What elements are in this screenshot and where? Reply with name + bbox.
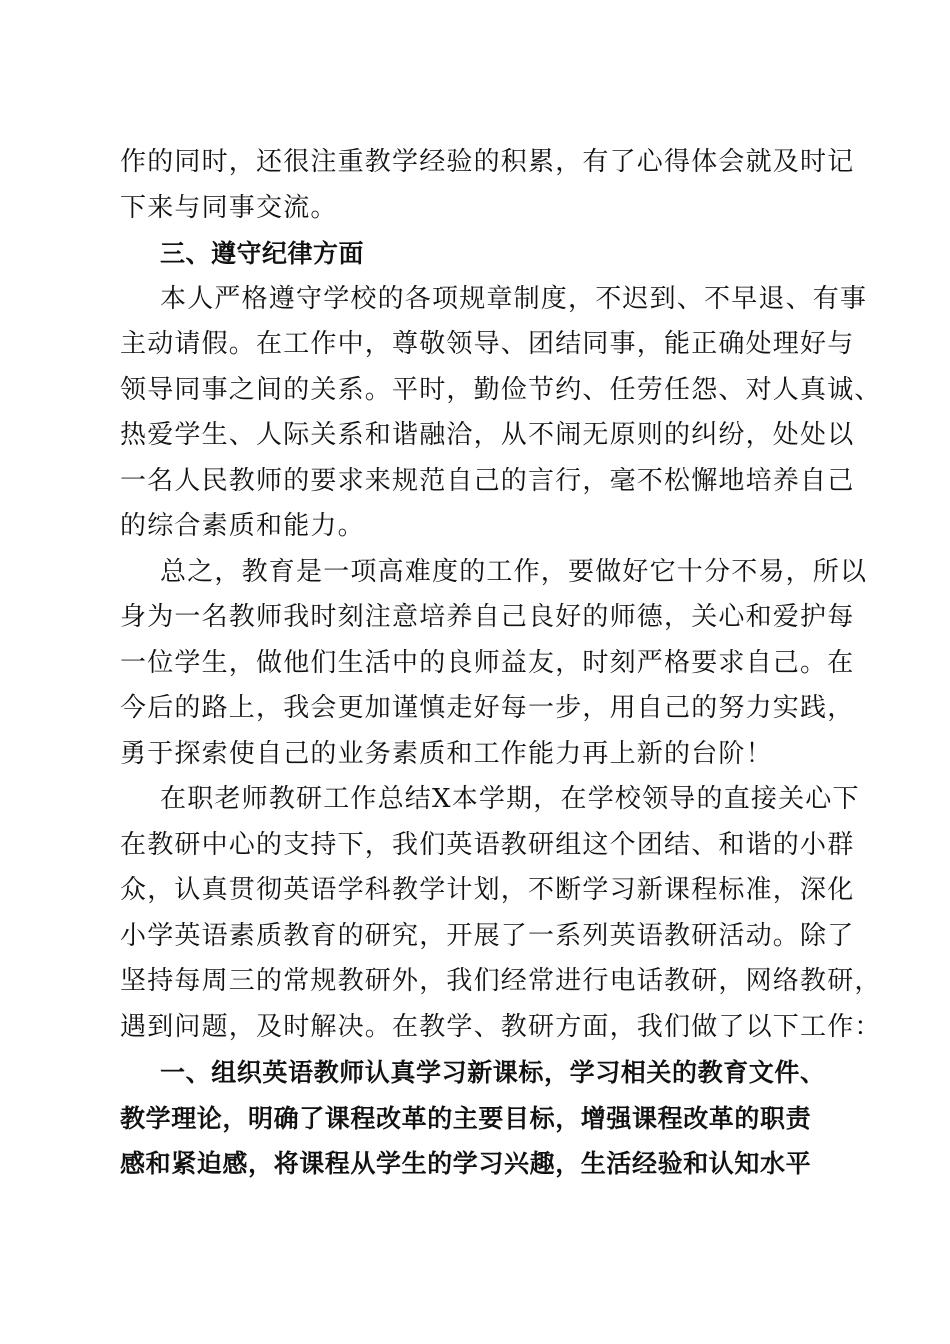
text-line: 身为一名教师我时刻注意培养自己良好的师德，关心和爱护每 (120, 602, 855, 632)
text-line: 总之，教育是一项高难度的工作，要做好它十分不易，所以 (160, 556, 868, 587)
text-line: 一位学生，做他们生活中的良师益友，时刻严格要求自己。在 (120, 647, 855, 678)
text-line: 小学英语素质教育的研究，开展了一系列英语教研活动。除了 (120, 920, 855, 951)
text-line: 领导同事之间的关系。平时，勤俭节约、任劳任怨、对人真诚、 (120, 374, 882, 405)
text-line: 热爱学生、人际关系和谐融洽，从不闹无原则的纠纷，处处以 (120, 420, 855, 450)
text-line: 坚持每周三的常规教研外，我们经常进行电话教研，网络教研， (120, 966, 882, 996)
text-line-bold: 感和紧迫感，将课程从学生的学习兴趣，生活经验和认知水平 (120, 1149, 812, 1178)
text-line: 的综合素质和能力。 (120, 511, 365, 541)
text-line: 勇于探索使自己的业务素质和工作能力再上新的台阶！ (120, 738, 773, 769)
text-line-bold: 一、组织英语教师认真学习新课标，学习相关的教育文件、 (160, 1058, 826, 1087)
text-line: 本人严格遵守学校的各项规章制度，不迟到、不早退、有事 (160, 283, 868, 314)
document-page (120, 140, 882, 1187)
text-line: 今后的路上，我会更加谨慎走好每一步，用自己的努力实践， (120, 693, 855, 723)
text-line: 遇到问题，及时解决。在教学、教研方面，我们做了以下工作： (120, 1011, 882, 1042)
text-line: 在教研中心的支持下，我们英语教研组这个团结、和谐的小群 (120, 829, 855, 860)
section-heading-discipline: 三、遵守纪律方面 (160, 239, 365, 268)
text-line-bold: 教学理论，明确了课程改革的主要目标，增强课程改革的职责 (120, 1103, 812, 1133)
text-line: 在职老师教研工作总结X本学期，在学校领导的直接关心下 (160, 784, 860, 814)
text-line: 众，认真贯彻英语学科教学计划，不断学习新课程标准，深化 (120, 875, 855, 905)
text-line: 下来与同事交流。 (120, 192, 338, 223)
text-line: 作的同时，还很注重教学经验的积累，有了心得体会就及时记 (120, 147, 855, 177)
text-line: 主动请假。在工作中，尊敬领导、团结同事，能正确处理好与 (120, 329, 855, 359)
text-line: 一名人民教师的要求来规范自己的言行，毫不松懈地培养自己 (120, 465, 855, 496)
